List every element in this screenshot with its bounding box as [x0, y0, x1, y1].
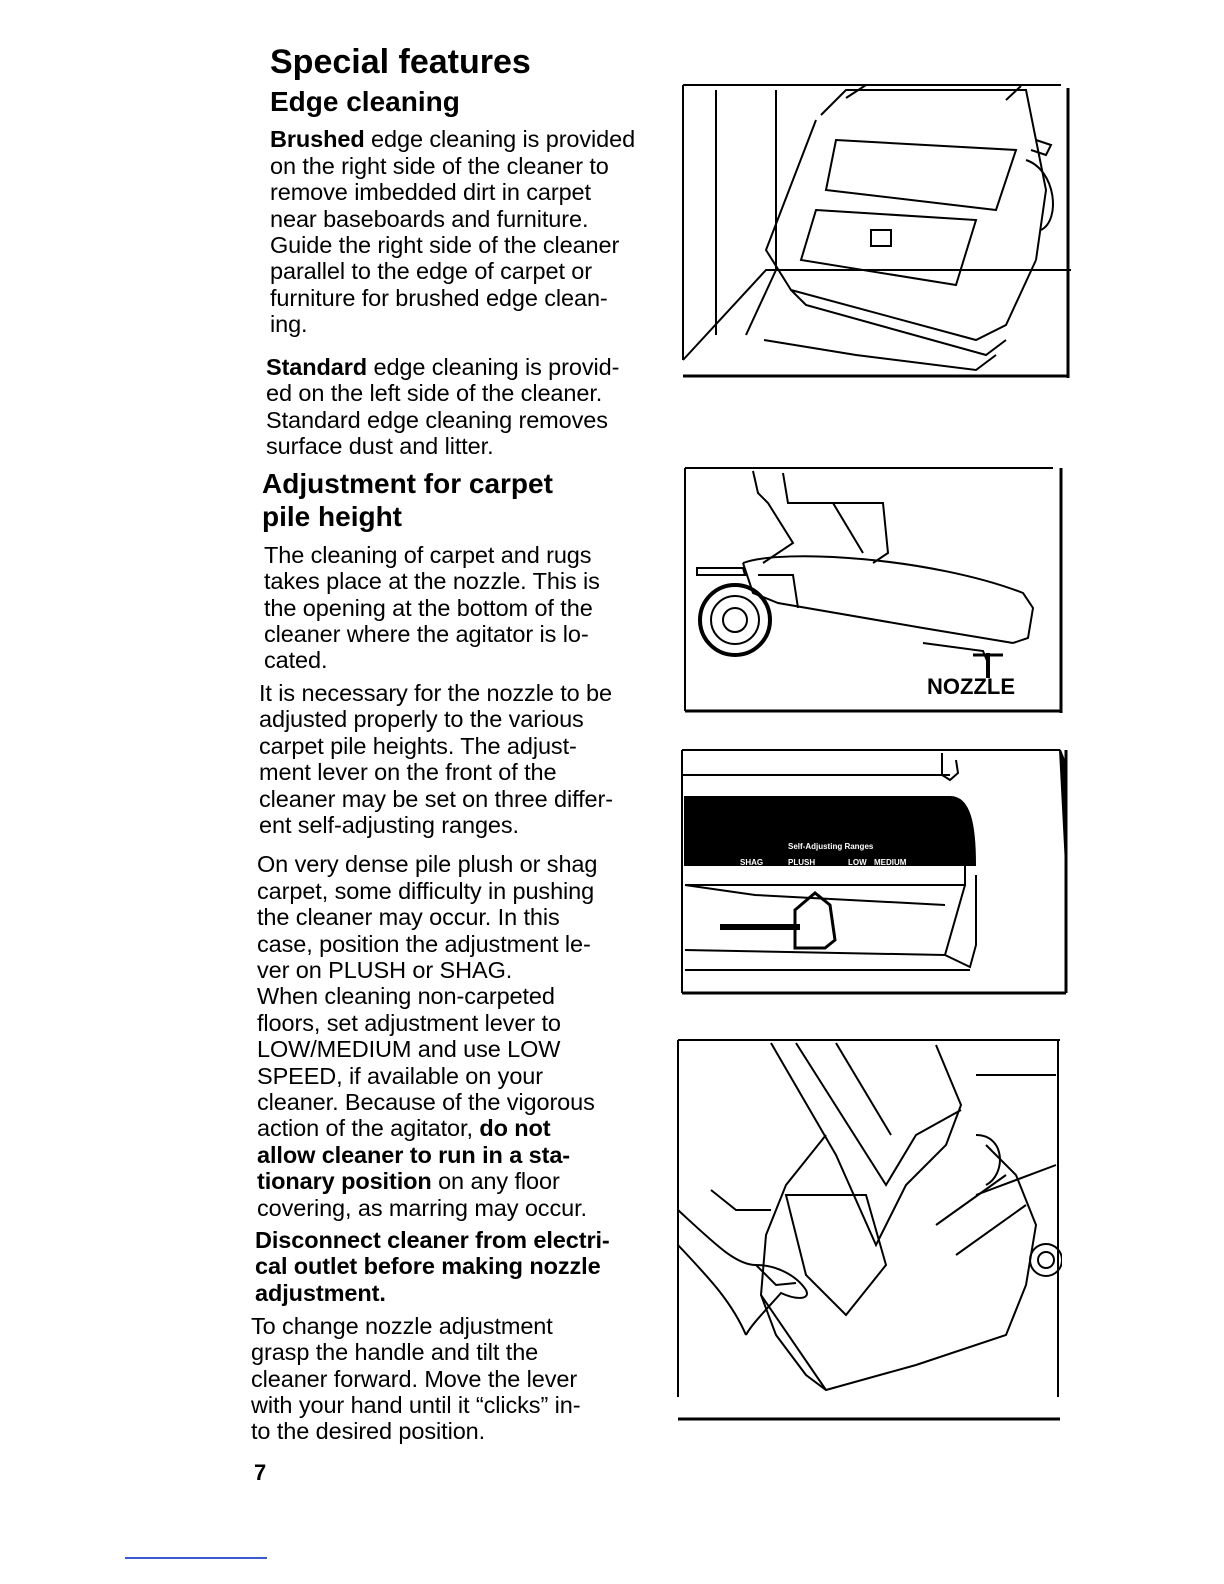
text-line: cleaner. Because of the vigorous — [257, 1089, 595, 1115]
text-line: carpet pile heights. The adjust- — [259, 733, 577, 759]
edge-cleaning-heading: Edge cleaning — [270, 86, 460, 117]
text-line: allow cleaner to run in a sta- — [257, 1142, 571, 1168]
text-line: SPEED, if available on your — [257, 1063, 543, 1089]
text-line: ed on the left side of the cleaner. — [266, 380, 603, 406]
text-line: ing. — [270, 311, 308, 337]
text-line: ver on PLUSH or SHAG. — [257, 957, 513, 983]
text-line: Disconnect cleaner from electri- — [255, 1227, 610, 1253]
text-line: the cleaner may occur. In this — [257, 904, 560, 930]
range-shag: SHAG — [740, 858, 764, 867]
text-line: cleaner forward. Move the lever — [251, 1366, 578, 1392]
text-line: remove imbedded dirt in carpet — [270, 179, 591, 205]
text-line: Brushed edge cleaning is provided — [270, 126, 636, 152]
text-line: The cleaning of carpet and rugs — [264, 542, 592, 568]
range-plush: PLUSH — [788, 858, 816, 867]
text-line: adjustment. — [255, 1280, 386, 1306]
text-line: near baseboards and furniture. — [270, 206, 589, 232]
text-line: to the desired position. — [251, 1418, 486, 1444]
tilting-cleaner-illustration — [676, 1035, 1062, 1425]
text-line: On very dense pile plush or shag — [257, 851, 598, 877]
range-medium: MEDIUM — [874, 858, 907, 867]
page-title: Special features — [270, 43, 531, 81]
ranges-title: Self-Adjusting Ranges — [788, 842, 874, 851]
text-line: floors, set adjustment lever to — [257, 1010, 561, 1036]
text-line: Guide the right side of the cleaner — [270, 232, 620, 258]
text-line: cleaner may be set on three differ- — [259, 786, 613, 812]
adjustment-heading-line-2: pile height — [262, 501, 402, 532]
text-line: with your hand until it “clicks” in- — [251, 1392, 581, 1418]
divider — [125, 1557, 267, 1559]
text-line: ent self-adjusting ranges. — [259, 812, 519, 838]
text-line: To change nozzle adjustment — [251, 1313, 553, 1339]
text-line: It is necessary for the nozzle to be — [259, 680, 612, 706]
text-line: action of the agitator, do not — [257, 1115, 551, 1141]
text-line: tionary position on any floor — [257, 1168, 560, 1194]
text-line: ment lever on the front of the — [259, 759, 557, 785]
text-line: cleaner where the agitator is lo- — [264, 621, 589, 647]
adjustment-heading-line-1: Adjustment for carpet — [262, 468, 553, 499]
text-line: parallel to the edge of carpet or — [270, 258, 592, 284]
page-number: 7 — [254, 1460, 267, 1485]
nozzle-label: NOZZLE — [927, 674, 1015, 699]
text-line: takes place at the nozzle. This is — [264, 568, 600, 594]
text-line: case, position the adjustment le- — [257, 931, 591, 957]
text-line: cated. — [264, 647, 328, 673]
text-line: LOW/MEDIUM and use LOW — [257, 1036, 561, 1062]
text-line: surface dust and litter. — [266, 433, 494, 459]
text-line: the opening at the bottom of the — [264, 595, 593, 621]
text-line: Standard edge cleaning removes — [266, 407, 608, 433]
edge-cleaning-illustration — [676, 80, 1072, 382]
text-line: on the right side of the cleaner to — [270, 153, 609, 179]
text-line: covering, as marring may occur. — [257, 1195, 587, 1221]
adjustment-lever-illustration — [680, 745, 1072, 997]
text-line: Standard edge cleaning is provid- — [266, 354, 620, 380]
nozzle-illustration — [683, 463, 1067, 715]
text-line: furniture for brushed edge clean- — [270, 285, 608, 311]
text-line: carpet, some difficulty in pushing — [257, 878, 595, 904]
text-line: adjusted properly to the various — [259, 706, 584, 732]
text-line: When cleaning non-carpeted — [257, 983, 555, 1009]
range-low: LOW — [848, 858, 867, 867]
text-line: grasp the handle and tilt the — [251, 1339, 539, 1365]
text-line: cal outlet before making nozzle — [255, 1253, 601, 1279]
